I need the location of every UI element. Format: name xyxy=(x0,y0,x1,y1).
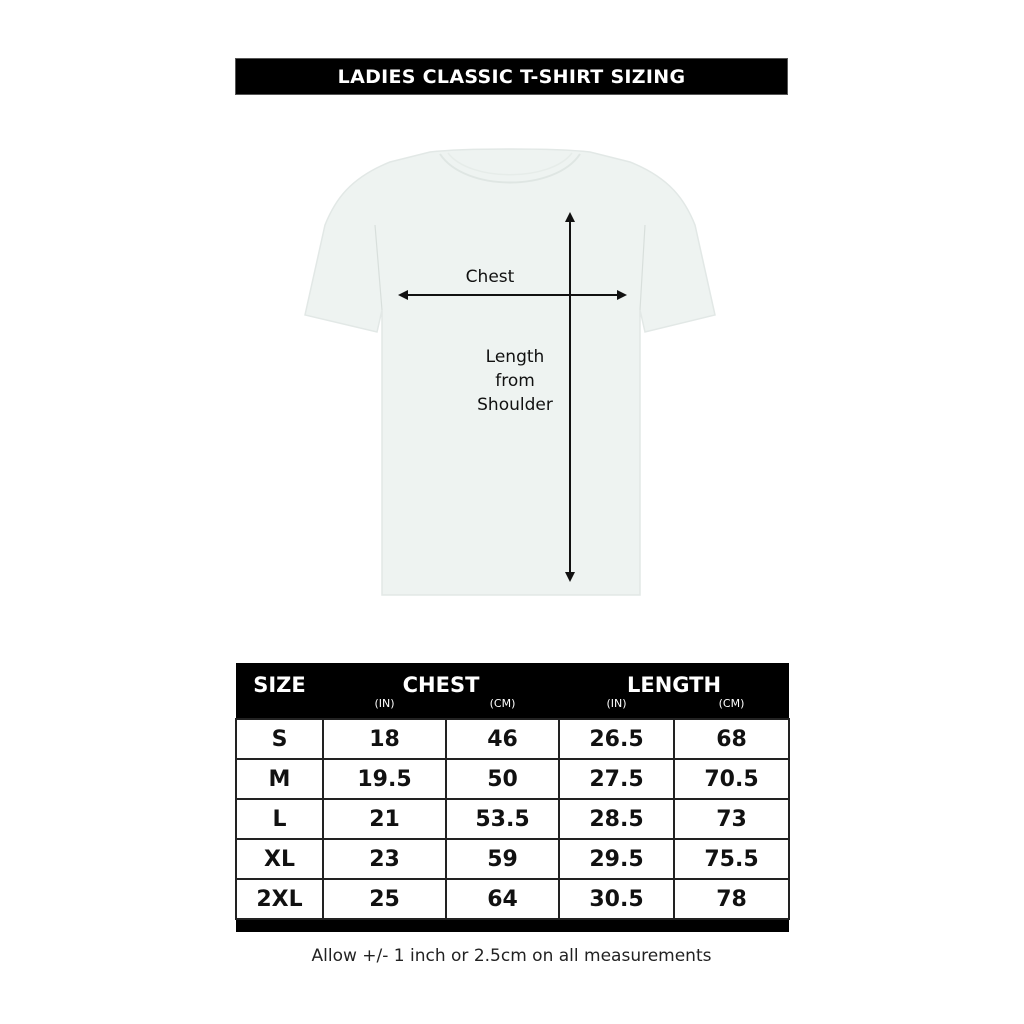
cell-length-cm: 68 xyxy=(674,719,789,759)
header-unit: (IN) xyxy=(323,697,446,719)
header-chest: CHEST xyxy=(323,663,559,697)
cell-chest-in: 18 xyxy=(323,719,446,759)
cell-length-in: 28.5 xyxy=(559,799,674,839)
cell-size: XL xyxy=(236,839,323,879)
header-length: LENGTH xyxy=(559,663,789,697)
chest-label: Chest xyxy=(465,267,515,287)
cell-length-in: 29.5 xyxy=(559,839,674,879)
measurement-note: Allow +/- 1 inch or 2.5cm on all measurements xyxy=(311,946,712,966)
cell-length-cm: 75.5 xyxy=(674,839,789,879)
table-row xyxy=(236,799,789,839)
table-row xyxy=(236,759,789,799)
cell-length-cm: 78 xyxy=(674,879,789,919)
table-footer-bar xyxy=(236,919,789,932)
cell-length-in: 26.5 xyxy=(559,719,674,759)
cell-chest-in: 19.5 xyxy=(323,759,446,799)
cell-size: M xyxy=(236,759,323,799)
cell-length-in: 30.5 xyxy=(559,879,674,919)
header-unit: (CM) xyxy=(674,697,789,719)
cell-chest-in: 25 xyxy=(323,879,446,919)
cell-chest-cm: 59 xyxy=(446,839,559,879)
header-unit: (CM) xyxy=(446,697,559,719)
length-label-line: Length xyxy=(485,347,545,367)
table-row xyxy=(236,879,789,919)
header-size: SIZE xyxy=(236,663,323,697)
size-chart-table xyxy=(235,663,790,932)
cell-length-in: 27.5 xyxy=(559,759,674,799)
length-label xyxy=(460,345,570,417)
page-title: LADIES CLASSIC T-SHIRT SIZING xyxy=(235,58,788,95)
cell-chest-in: 21 xyxy=(323,799,446,839)
table-units-row xyxy=(236,697,789,719)
cell-chest-in: 23 xyxy=(323,839,446,879)
cell-chest-cm: 46 xyxy=(446,719,559,759)
table-row xyxy=(236,839,789,879)
cell-size: L xyxy=(236,799,323,839)
cell-length-cm: 73 xyxy=(674,799,789,839)
header-unit-blank xyxy=(236,697,323,719)
cell-chest-cm: 53.5 xyxy=(446,799,559,839)
table-header-row xyxy=(236,663,789,697)
tshirt-diagram xyxy=(290,140,730,610)
cell-size: S xyxy=(236,719,323,759)
cell-chest-cm: 64 xyxy=(446,879,559,919)
table-row xyxy=(236,719,789,759)
length-label-line: Shoulder xyxy=(477,395,553,415)
header-unit: (IN) xyxy=(559,697,674,719)
cell-length-cm: 70.5 xyxy=(674,759,789,799)
cell-size: 2XL xyxy=(236,879,323,919)
cell-chest-cm: 50 xyxy=(446,759,559,799)
length-label-line: from xyxy=(495,371,535,391)
